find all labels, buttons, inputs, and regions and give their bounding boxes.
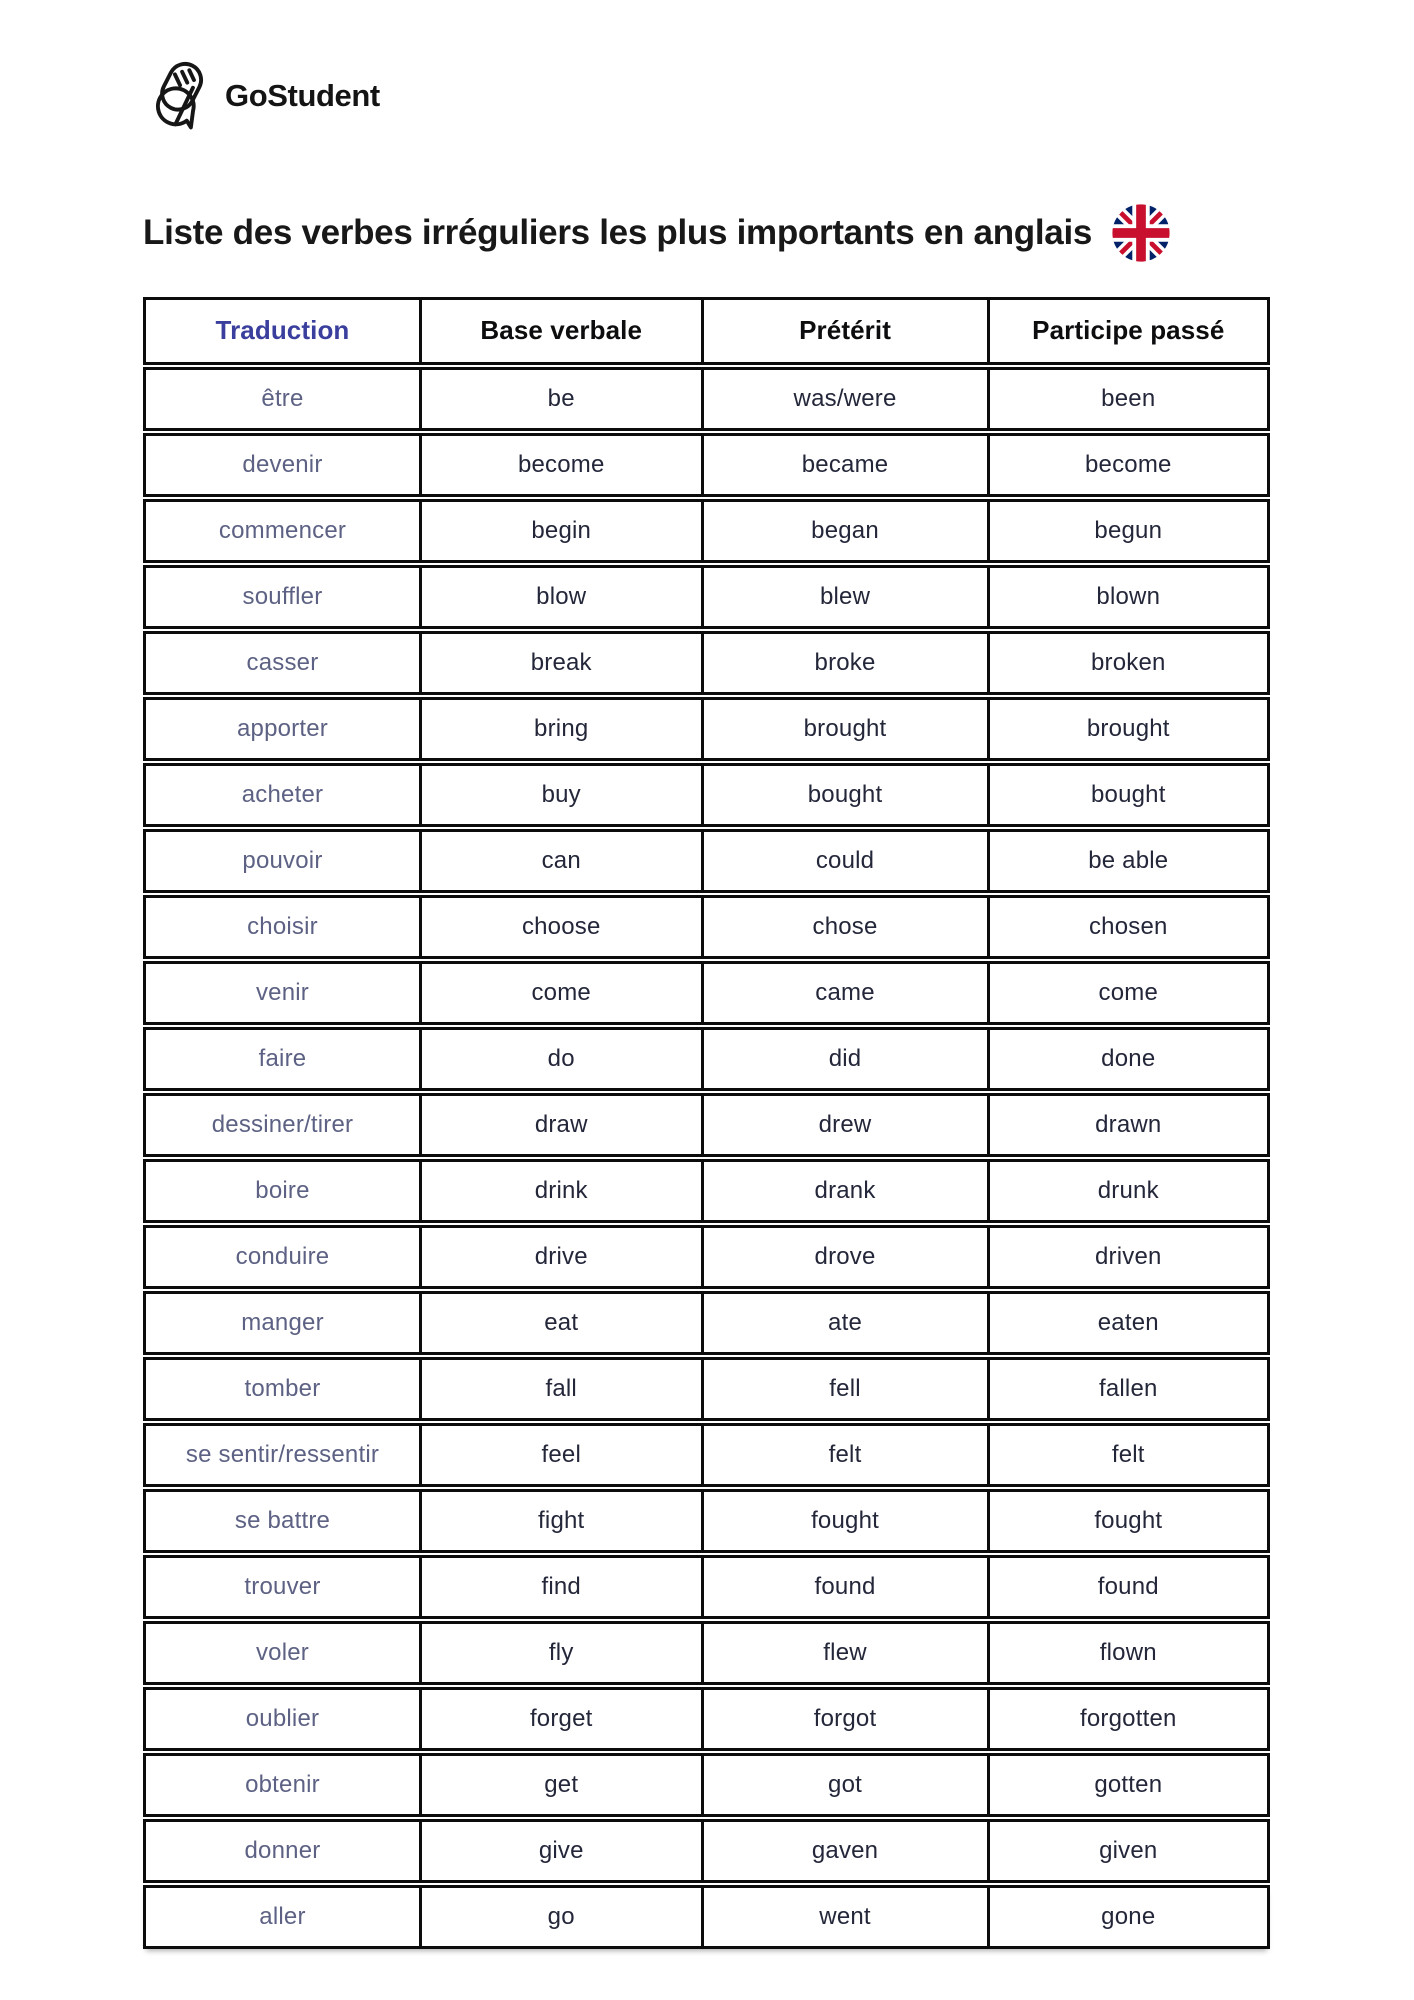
page-title: Liste des verbes irréguliers les plus importants en anglais	[143, 213, 1093, 253]
cell-preterit: flew	[704, 1624, 990, 1682]
cell-preterit: felt	[704, 1426, 990, 1484]
table-row	[143, 631, 1270, 695]
table-row	[143, 499, 1270, 563]
cell-base-verbale: fly	[422, 1624, 704, 1682]
cell-participe-passe: fought	[1094, 1506, 1163, 1534]
cell-participe-passe: drawn	[1095, 1110, 1162, 1138]
table-row	[143, 1687, 1270, 1751]
cell-preterit: could	[704, 832, 990, 890]
cell-preterit: became	[704, 436, 990, 494]
cell-traduction: oublier	[146, 1690, 422, 1748]
cell-base-verbale: eat	[422, 1294, 704, 1352]
cell-preterit: drew	[704, 1096, 990, 1154]
cell-preterit: drove	[704, 1228, 990, 1286]
header-participe-passe: Participe passé	[1032, 315, 1225, 346]
cell-participe-passe: become	[1084, 450, 1172, 478]
header-base-verbale: Base verbale	[422, 300, 704, 362]
cell-traduction: se sentir/ressentir	[146, 1426, 422, 1484]
cell-participe-passe: blown	[1096, 582, 1161, 610]
table-row	[143, 1621, 1270, 1685]
cell-base-verbale: choose	[422, 898, 704, 956]
table-row	[143, 1753, 1270, 1817]
cell-preterit: gaven	[704, 1822, 990, 1880]
header-traduction: Traduction	[146, 300, 422, 362]
table-header-row	[143, 297, 1270, 365]
cell-participe-passe: flown	[1099, 1638, 1157, 1666]
uk-flag-icon	[1110, 202, 1172, 264]
cell-preterit: went	[704, 1888, 990, 1946]
cell-preterit: got	[704, 1756, 990, 1814]
cell-participe-passe: done	[1101, 1044, 1156, 1072]
cell-traduction: faire	[146, 1030, 422, 1088]
cell-base-verbale: find	[422, 1558, 704, 1616]
cell-preterit: drank	[704, 1162, 990, 1220]
cell-traduction: choisir	[146, 898, 422, 956]
cell-participe-passe: begun	[1094, 516, 1163, 544]
cell-base-verbale: feel	[422, 1426, 704, 1484]
table-row	[143, 1423, 1270, 1487]
cell-traduction: voler	[146, 1624, 422, 1682]
cell-participe-passe: brought	[1086, 714, 1170, 742]
cell-base-verbale: come	[422, 964, 704, 1022]
header-preterit: Prétérit	[704, 300, 990, 362]
cell-preterit: fell	[704, 1360, 990, 1418]
title-row	[143, 190, 1272, 277]
cell-traduction: donner	[146, 1822, 422, 1880]
cell-participe-passe: gone	[1101, 1902, 1156, 1930]
cell-traduction: devenir	[146, 436, 422, 494]
cell-traduction: trouver	[146, 1558, 422, 1616]
cell-traduction: obtenir	[146, 1756, 422, 1814]
cell-participe-passe: be able	[1088, 846, 1169, 874]
table-row	[143, 1225, 1270, 1289]
cell-preterit: came	[704, 964, 990, 1022]
cell-base-verbale: break	[422, 634, 704, 692]
cell-base-verbale: begin	[422, 502, 704, 560]
cell-participe-passe: drunk	[1097, 1176, 1159, 1204]
cell-base-verbale: draw	[422, 1096, 704, 1154]
table-row	[143, 1357, 1270, 1421]
cell-preterit: found	[704, 1558, 990, 1616]
table-row	[143, 829, 1270, 893]
cell-base-verbale: drink	[422, 1162, 704, 1220]
cell-participe-passe: felt	[1111, 1440, 1145, 1468]
cell-participe-passe: fallen	[1098, 1374, 1158, 1402]
table-row	[143, 1555, 1270, 1619]
brand-name: GoStudent	[225, 78, 380, 113]
cell-base-verbale: get	[422, 1756, 704, 1814]
cell-participe-passe: found	[1097, 1572, 1159, 1600]
verb-table-body	[143, 367, 1270, 1949]
cell-participe-passe: driven	[1094, 1242, 1162, 1270]
cell-traduction: être	[146, 370, 422, 428]
table-row	[143, 1027, 1270, 1091]
cell-preterit: chose	[704, 898, 990, 956]
table-row	[143, 367, 1270, 431]
irregular-verbs-table	[143, 297, 1270, 1949]
cell-base-verbale: be	[422, 370, 704, 428]
cell-traduction: aller	[146, 1888, 422, 1946]
cell-participe-passe: eaten	[1097, 1308, 1159, 1336]
cell-base-verbale: blow	[422, 568, 704, 626]
cell-traduction: acheter	[146, 766, 422, 824]
cell-traduction: tomber	[146, 1360, 422, 1418]
brand-logo	[143, 60, 1272, 132]
cell-base-verbale: go	[422, 1888, 704, 1946]
cell-base-verbale: bring	[422, 700, 704, 758]
cell-traduction: pouvoir	[146, 832, 422, 890]
table-row	[143, 1489, 1270, 1553]
cell-preterit: fought	[704, 1492, 990, 1550]
cell-participe-passe: forgotten	[1080, 1704, 1177, 1732]
cell-preterit: began	[704, 502, 990, 560]
table-row	[143, 1159, 1270, 1223]
cell-traduction: dessiner/tirer	[146, 1096, 422, 1154]
cell-participe-passe: been	[1101, 384, 1156, 412]
cell-preterit: brought	[704, 700, 990, 758]
cell-base-verbale: fall	[422, 1360, 704, 1418]
cell-preterit: bought	[704, 766, 990, 824]
cell-participe-passe: chosen	[1088, 912, 1168, 940]
cell-preterit: broke	[704, 634, 990, 692]
cell-participe-passe: given	[1099, 1836, 1158, 1864]
cell-traduction: manger	[146, 1294, 422, 1352]
cell-preterit: forgot	[704, 1690, 990, 1748]
cell-participe-passe: broken	[1090, 648, 1166, 676]
cell-traduction: souffler	[146, 568, 422, 626]
cell-base-verbale: do	[422, 1030, 704, 1088]
cell-base-verbale: become	[422, 436, 704, 494]
table-row	[143, 1093, 1270, 1157]
cell-base-verbale: give	[422, 1822, 704, 1880]
cell-base-verbale: drive	[422, 1228, 704, 1286]
table-row	[143, 1291, 1270, 1355]
cell-traduction: commencer	[146, 502, 422, 560]
cell-base-verbale: fight	[422, 1492, 704, 1550]
cell-preterit: blew	[704, 568, 990, 626]
cell-traduction: se battre	[146, 1492, 422, 1550]
table-row	[143, 697, 1270, 761]
cell-preterit: did	[704, 1030, 990, 1088]
table-row	[143, 961, 1270, 1025]
cell-participe-passe: come	[1098, 978, 1159, 1006]
cell-base-verbale: buy	[422, 766, 704, 824]
cell-base-verbale: can	[422, 832, 704, 890]
cell-traduction: casser	[146, 634, 422, 692]
cell-traduction: venir	[146, 964, 422, 1022]
cell-traduction: conduire	[146, 1228, 422, 1286]
cell-participe-passe: gotten	[1094, 1770, 1163, 1798]
table-row	[143, 763, 1270, 827]
cell-traduction: apporter	[146, 700, 422, 758]
table-row	[143, 895, 1270, 959]
cell-preterit: ate	[704, 1294, 990, 1352]
table-row	[143, 1819, 1270, 1883]
table-row	[143, 1885, 1270, 1949]
table-row	[143, 565, 1270, 629]
cell-traduction: boire	[146, 1162, 422, 1220]
cell-base-verbale: forget	[422, 1690, 704, 1748]
cell-participe-passe: bought	[1090, 780, 1166, 808]
cell-preterit: was/were	[704, 370, 990, 428]
table-row	[143, 433, 1270, 497]
gostudent-logo-icon	[143, 61, 213, 131]
